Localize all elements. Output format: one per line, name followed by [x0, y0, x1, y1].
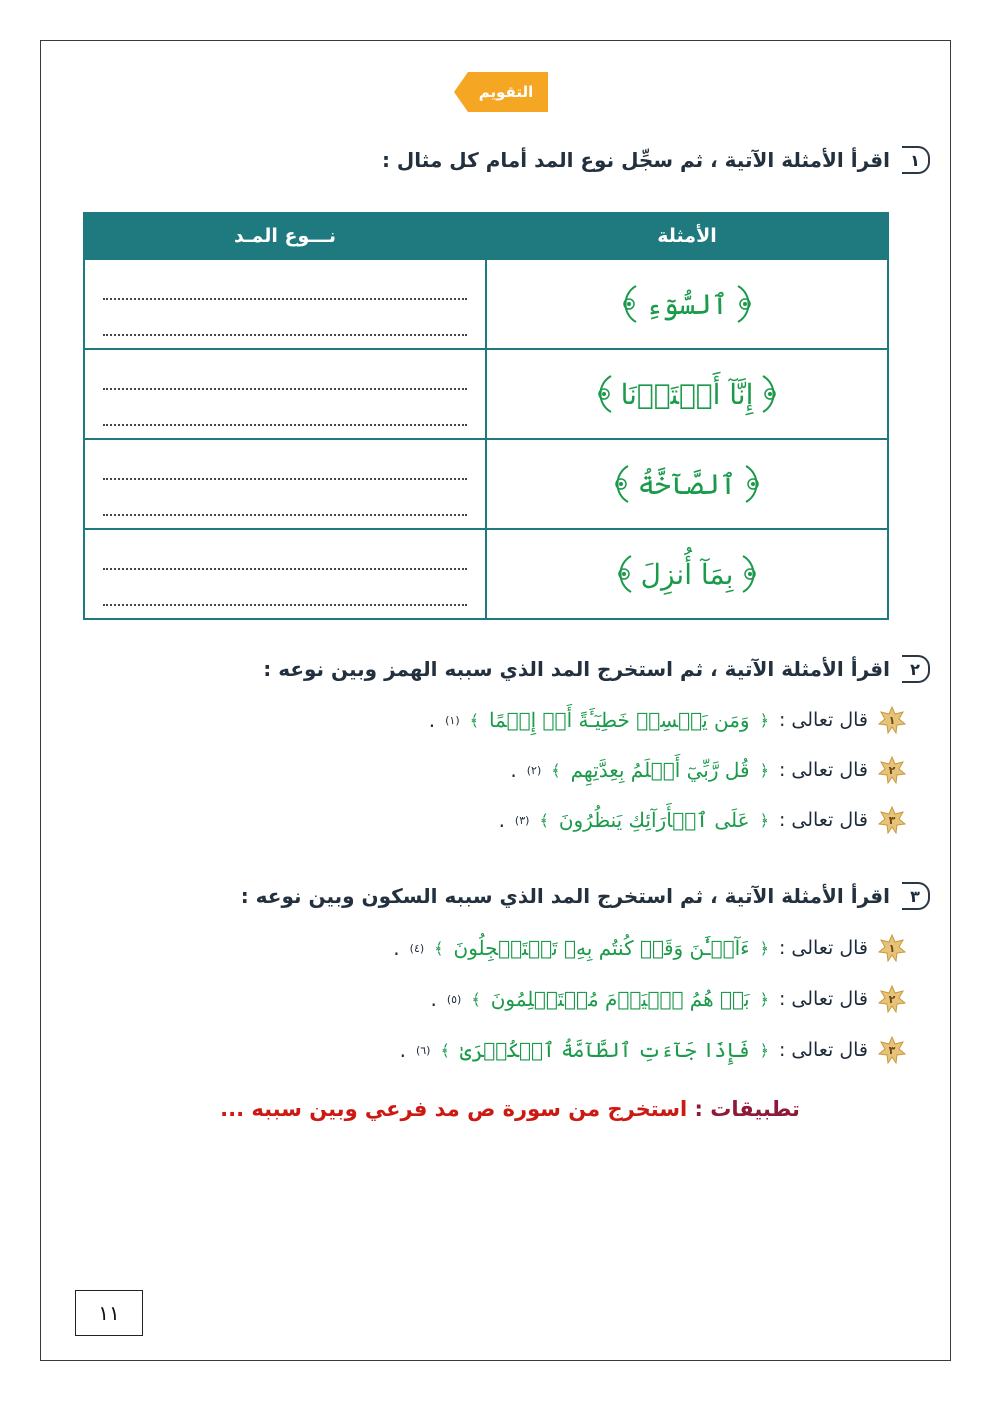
table-row: [84, 259, 888, 349]
number-star-icon: ١: [878, 706, 906, 734]
table-row: [84, 529, 888, 619]
ornate-bracket-icon: [618, 284, 640, 324]
item-ayah: فَإِذَا جَآءَتِ ٱلطَّآمَّةُ ٱلۡكُبۡرَىٰ: [459, 1038, 750, 1062]
answer-cell[interactable]: [84, 349, 486, 439]
example-verse: إِنَّآ أَعۡتَدۡنَا: [620, 377, 754, 411]
list-item: ١ قال تعالى : ﴿ وَمَن يَكۡسِبۡ خَطِيٓـَٔةً أَوۡ إِثۡمًا ﴾ (١) .: [429, 706, 906, 734]
question-3-heading: [241, 882, 930, 910]
example-verse: ٱلصَّآخَّةُ: [637, 467, 737, 501]
item-say: قال تعالى :: [778, 1039, 868, 1061]
item-ayah: عَلَى ٱلۡأَرَآئِكِ يَنظُرُونَ: [558, 808, 750, 832]
table-header-row: [84, 213, 888, 259]
question-2-text: اقرأ الأمثلة الآتية ، ثم استخرج المد الذي سببه الهمز وبين نوعه :: [263, 657, 890, 681]
applications-line: [200, 1097, 820, 1121]
footnote-ref: (٤): [409, 941, 425, 955]
item-ayah: ءَآلۡـَٰٔنَ وَقَدۡ كُنتُم بِهِۦ تَسۡتَعۡجِلُونَ: [453, 936, 750, 960]
column-header-examples: الأمثلة: [486, 213, 888, 259]
ornate-bracket-icon: [734, 284, 756, 324]
answer-cell[interactable]: [84, 259, 486, 349]
item-ayah: بَلۡ هُمُ ٱلۡيَوۡمَ مُسۡتَسۡلِمُونَ: [490, 987, 750, 1011]
question-3-text: اقرأ الأمثلة الآتية ، ثم استخرج المد الذي سببه السكون وبين نوعه :: [240, 884, 890, 908]
item-say: قال تعالى :: [778, 709, 868, 731]
footnote-ref: (٣): [514, 813, 530, 827]
example-cell: [486, 439, 888, 529]
example-cell: [486, 349, 888, 439]
ornate-bracket-icon: [739, 554, 761, 594]
number-star-icon: ٣: [878, 1036, 906, 1064]
question-1-text: اقرأ الأمثلة الآتية ، ثم سجِّل نوع المد أمام كل مثال :: [381, 148, 890, 172]
item-say: قال تعالى :: [778, 988, 868, 1010]
example-cell: [486, 259, 888, 349]
footnote-ref: (١): [445, 713, 460, 727]
item-say: قال تعالى :: [778, 759, 868, 781]
list-item: ١ قال تعالى : ﴿ ءَآلۡـَٰٔنَ وَقَدۡ كُنتُم بِهِۦ تَسۡتَعۡجِلُونَ ﴾ (٤) .: [393, 934, 906, 962]
number-star-icon: ١: [878, 934, 906, 962]
answer-cell[interactable]: [84, 529, 486, 619]
example-cell: [486, 529, 888, 619]
question-1-number: ١: [902, 146, 930, 174]
footnote-ref: (٢): [526, 763, 542, 777]
answer-cell[interactable]: [84, 439, 486, 529]
applications-label: تطبيقات :: [694, 1097, 800, 1121]
list-item: ٢ قال تعالى : ﴿ قُل رَّبِّيٓ أَعۡلَمُ بِعِدَّتِهِم ﴾ (٢) .: [510, 756, 906, 784]
item-ayah: قُل رَّبِّيٓ أَعۡلَمُ بِعِدَّتِهِم: [570, 758, 750, 782]
number-star-icon: ٣: [878, 806, 906, 834]
question-3-number: ٣: [902, 882, 930, 910]
question-2-heading: [263, 655, 930, 683]
number-star-icon: ٢: [878, 756, 906, 784]
table-row: [84, 349, 888, 439]
ornate-bracket-icon: [610, 464, 632, 504]
list-item: ٢ قال تعالى : ﴿ بَلۡ هُمُ ٱلۡيَوۡمَ مُسۡتَسۡلِمُونَ ﴾ (٥) .: [430, 985, 906, 1013]
list-item: ٣ قال تعالى : ﴿ عَلَى ٱلۡأَرَآئِكِ يَنظُرُونَ ﴾ (٣) .: [499, 806, 906, 834]
applications-text: استخرج من سورة ص مد فرعي وبين سببه ...: [220, 1097, 688, 1121]
column-header-type: نـــوع المـد: [84, 213, 486, 259]
example-verse: بِمَآ أُنزِلَ: [640, 557, 734, 591]
ornate-bracket-icon: [593, 374, 615, 414]
example-verse: ٱلسُّوٓءِ: [645, 287, 729, 321]
question-1-heading: [382, 146, 930, 174]
question-2-number: ٢: [902, 655, 930, 683]
footnote-ref: (٥): [446, 992, 462, 1006]
page-number: ١١: [75, 1290, 143, 1336]
section-tag: التقويم: [478, 83, 534, 101]
footnote-ref: (٦): [415, 1043, 431, 1057]
ornate-bracket-icon: [613, 554, 635, 594]
examples-table: [83, 212, 889, 620]
table-row: [84, 439, 888, 529]
number-star-icon: ٢: [878, 985, 906, 1013]
item-say: قال تعالى :: [778, 937, 868, 959]
ornate-bracket-icon: [742, 464, 764, 504]
item-ayah: وَمَن يَكۡسِبۡ خَطِيٓـَٔةً أَوۡ إِثۡمًا: [488, 708, 750, 732]
list-item: ٣ قال تعالى : ﴿ فَإِذَا جَآءَتِ ٱلطَّآمَّةُ ٱلۡكُبۡرَىٰ ﴾ (٦) .: [400, 1036, 906, 1064]
ornate-bracket-icon: [759, 374, 781, 414]
item-say: قال تعالى :: [778, 809, 868, 831]
